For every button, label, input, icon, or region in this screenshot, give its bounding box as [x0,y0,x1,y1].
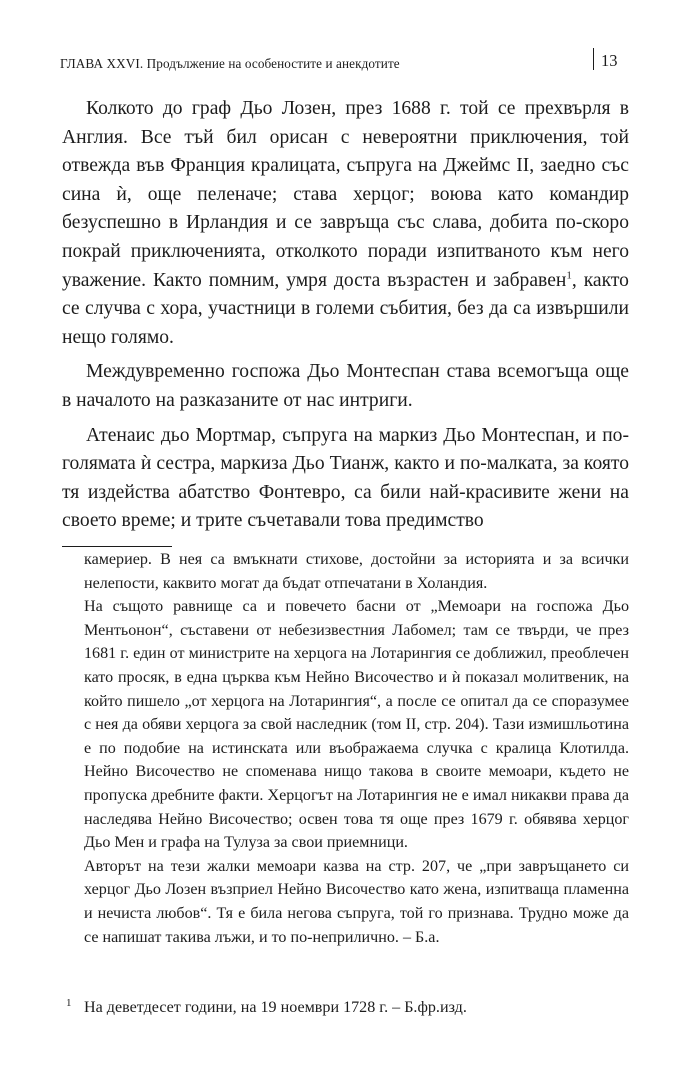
paragraph [62,95,629,352]
paragraph-text: , както се случва с хора, участници в големи събития, без да са извършили нещо голямо. [62,269,629,348]
paragraph: Междувременно госпожа Дьо Монтеспан става всемогъща още в началото на разказаните от нас интриги. [62,361,629,411]
note-paragraph: Авторът на тези жалки мемоари казва на стр. 207, че „при завръщането си херцог Дьо Лозен възприел Нейно Височество като жена, изпитваща пламенна и нечиста любов“. Тя е била негова съпруга, той го признава. Трудно може да се напишат такива лъжи, и то по-неприлично. – Б.а. [84,857,629,946]
notes-block [84,548,629,949]
footnote-mark: 1 [66,997,72,1009]
footnote [66,996,629,1020]
note-paragraph: На същото равнище са и повечето басни от „Мемоари на госпожа Дьо Ментьонон“, съставени от небезизвестния Лабомел; там се твърди, че през 1681 г. един от министрите на херцога на Лотарингия се доближил, преоблечен като просяк, в една църква към Нейно Височество и ѝ показал молитвеник, на който пишело „от херцога на Лотарингия“, а после се опитал да се споразумее с нея да обяви херцога за свой наследник (том II, стр. 204). Тази измишльотина е по подобие на истинската или въображаема случка с кралица Клотилда. Нейно Височество не споменава нищо такова в своите мемоари, където не пропуска дребните факти. Херцогът на Лотарингия не е имал никакви права да наследява Нейно Височество; освен това тя още през 1679 г. обявява херцог Дьо Мен и графа на Тулуза за свои приемници. [84,598,629,852]
running-header-title: ГЛАВА XXVI. Продължение на особеностите и анекдотите [60,56,400,71]
page-number [593,48,618,71]
page-number-value: 13 [601,51,618,70]
paragraph-text: Колкото до граф Дьо Лозен, през 1688 г. той се прехвърля в Англия. Все тъй бил орисан с невероятни приключения, той отвежда във Франция кралицата, съпруга на Джеймс II, заедно със сина ѝ, още пеленаче; става херцог; воюва като командир безуспешно в Ирландия и се завръща със слава, добита по-скоро покрай приключенията, отколкото поради изпитваното към него уважение. Както помним, умря доста възрастен и забравен [62,98,629,291]
footnote-text: На деветдесет години, на 19 ноември 1728 г. – Б.фр.изд. [84,999,467,1016]
header-separator [593,48,594,70]
main-text [62,95,629,536]
footnote-separator-rule [62,546,172,547]
note-paragraph: камериер. В нея са вмъкнати стихове, достойни за историята и за всички нелепости, каквито могат да бъдат отпечатани в Холандия. [84,551,629,592]
paragraph: Атенаис дьо Мортмар, съпруга на маркиз Дьо Монтеспан, и по-голямата ѝ сестра, маркиза Дьо Тианж, както и по-малката, за която тя издейства абатство Фонтевро, са били най-красивите жени на своето време; и трите съчетавали това предимство [62,424,629,532]
footnote-reference: 1 [566,269,572,282]
